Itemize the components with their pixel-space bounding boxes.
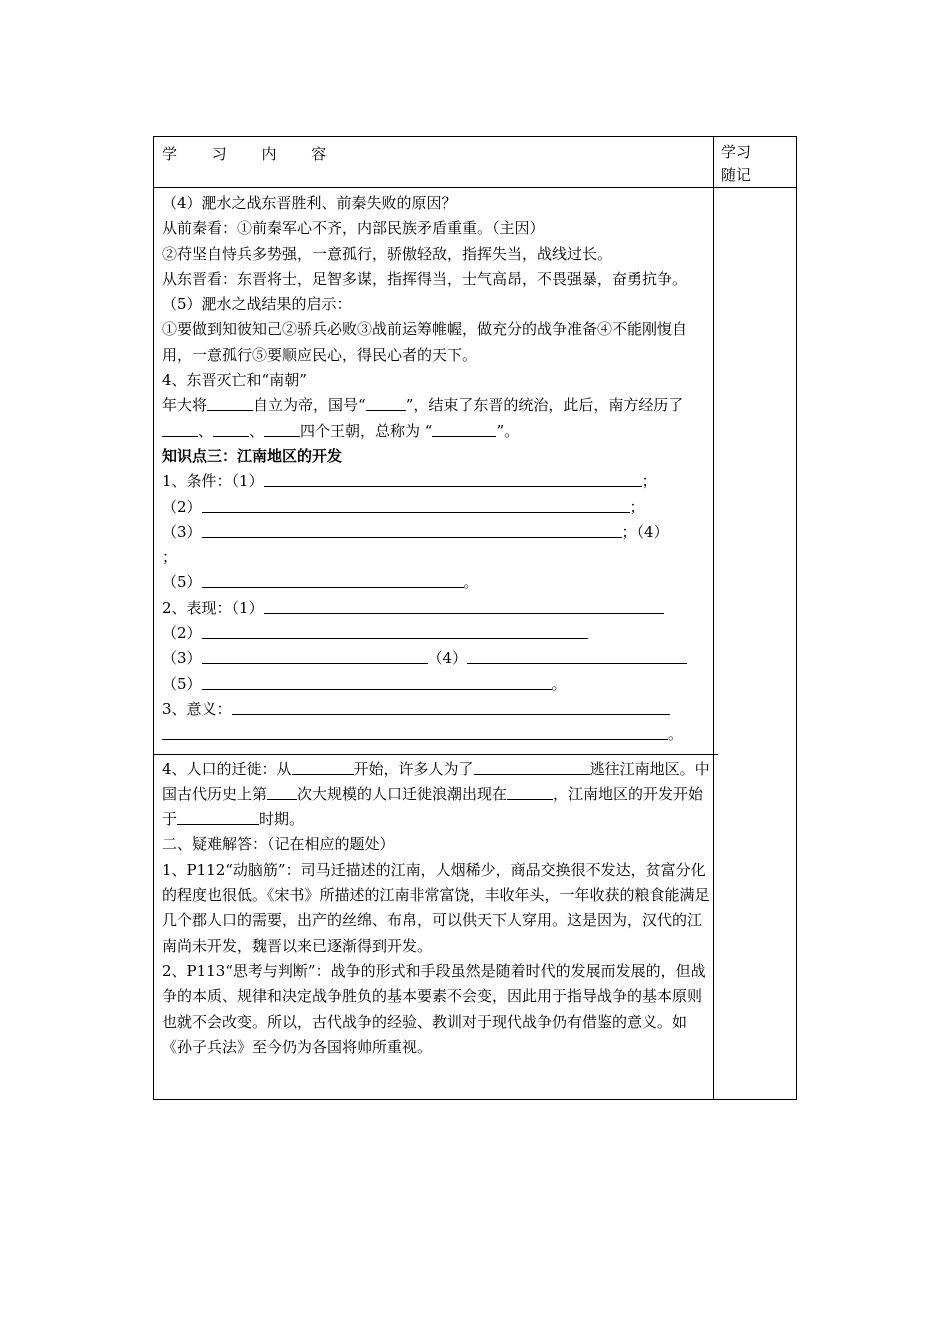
blank <box>474 758 590 775</box>
blank <box>467 647 687 664</box>
blank <box>264 597 664 614</box>
performance-1: 2、表现：（1） <box>162 596 710 621</box>
blank <box>213 420 249 437</box>
conditions-5: （5） 。 <box>162 573 479 592</box>
performance-5: （5） 。 <box>162 674 567 693</box>
header-notes <box>721 141 791 187</box>
blank <box>264 470 642 487</box>
blank <box>507 783 553 800</box>
conditions-2: （2） ； <box>162 497 645 516</box>
faq-1: 1、P112“动脑筋”：司马迁描述的江南，人烟稀少，商品交换很不发达，贫富分化的程度也很低。《宋书》所描述的江南非常富饶，丰收年头，一年收获的粮食能满足几个郡人口的需要，出产的丝绵、布帛，可以供天下人穿用。这是因为，汉代的江南尚未开发，魏晋以来已逐渐得到开发。 <box>162 860 710 955</box>
blank <box>162 723 668 740</box>
column-divider <box>713 137 714 1099</box>
q4-answer-3: 从东晋看：东晋将士，足智多谋，指挥得当，士气高昂，不畏强暴，奋勇抗争。 <box>162 269 688 288</box>
blank <box>202 521 622 538</box>
faq-2: 2、P113“思考与判断”：战争的形式和手段虽然是随着时代的发展而发展的，但战争的本质、规律和决定战争胜负的基本要素不会变，因此用于指导战争的基本原则也就不会改变。所以，古代战争的经验、教训对于现代战争仍有借鉴的意义。如《孙子兵法》至今仍为各国将帅所重视。 <box>162 961 706 1056</box>
row-divider <box>154 754 718 755</box>
blank <box>202 622 588 639</box>
q4-answer-1: 从前秦看：①前秦军心不齐，内部民族矛盾重重。（主因） <box>162 219 545 238</box>
blank <box>162 420 198 437</box>
blank <box>264 420 300 437</box>
q5-answer: ①要做到知彼知己②骄兵必败③战前运筹帷幄，做充分的战争准备④不能刚愎自用，一意孤行⑤要顺应民心，得民心者的天下。 <box>162 320 688 364</box>
blank <box>432 420 496 437</box>
blank <box>267 783 297 800</box>
blank <box>232 698 670 715</box>
q4-title: （4）淝水之战东晋胜利、前秦失败的原因？ <box>162 194 457 212</box>
header-study-content: 学 习 内 容 <box>162 145 329 163</box>
blank <box>202 496 630 513</box>
worksheet-table <box>153 136 797 1100</box>
conditions-4: ； <box>162 548 178 567</box>
blank <box>202 673 552 690</box>
header-divider <box>154 187 796 188</box>
blank <box>366 394 406 411</box>
performance-3-4: （3） （4） <box>162 646 710 671</box>
q4-answer-2: ②苻坚自恃兵多势强，一意孤行，骄傲轻敌，指挥失当，战线过长。 <box>162 244 613 263</box>
blank <box>292 758 354 775</box>
item4-title: 4、东晋灭亡和“南朝” <box>162 371 307 390</box>
header-notes-line2: 随记 <box>721 166 752 184</box>
conditions-1: 1、条件：（1） ； <box>162 472 657 491</box>
blank <box>177 808 259 825</box>
meaning-1: 3、意义： <box>162 697 710 722</box>
conditions-3: （3） ；（4） <box>162 522 669 541</box>
blank <box>207 394 253 411</box>
content-column <box>162 191 710 1060</box>
item4-fill-blank: 年大将 自立为帝，国号“ ”，结束了东晋的统治，此后，南方经历了、 、 四个王朝，总称为 “ ”。 <box>162 396 684 440</box>
performance-2: （2） <box>162 621 710 646</box>
meaning-2: 。 <box>162 722 710 747</box>
q5-title: （5）淝水之战结果的启示： <box>162 295 352 314</box>
blank <box>202 571 464 588</box>
header-notes-line1: 学习 <box>721 143 752 161</box>
faq-title: 二、疑难解答：（记在相应的题处） <box>162 835 395 854</box>
blank <box>202 647 428 664</box>
section-title-jiangnan: 知识点三：江南地区的开发 <box>162 446 343 465</box>
migration-paragraph: 4、人口的迁徙：从 开始，许多人为了 逃往江南地区。中国古代历史上第 次大规模的人口迁徙浪潮出现在 ，江南地区的开发开始于 时期。 <box>162 759 710 829</box>
